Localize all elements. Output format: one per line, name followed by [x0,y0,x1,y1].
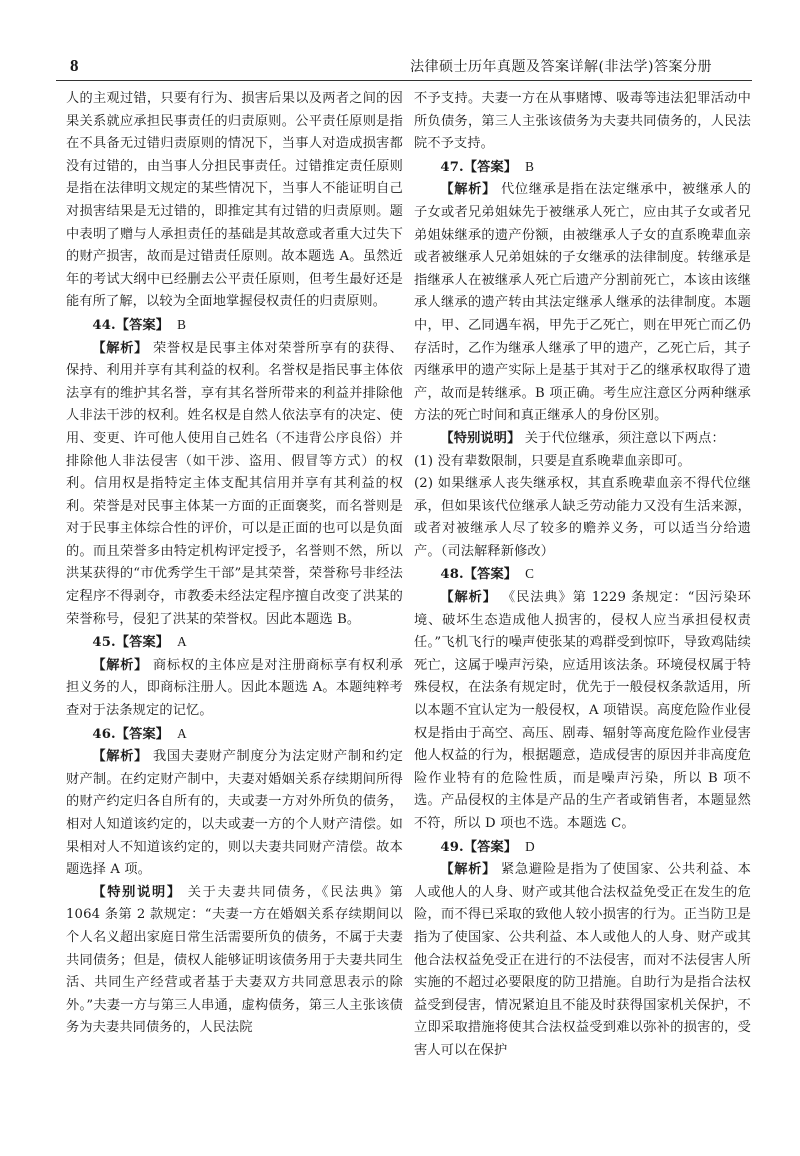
answer-line [414,156,751,180]
answer-line [66,314,403,338]
answer-letter: A [177,634,187,650]
answer-letter: B [525,158,535,174]
answer-line [414,836,751,860]
analysis-label: 【解析】 [440,182,497,198]
answer-letter: C [525,566,535,582]
running-title: 法律硕士历年真题及答案详解(非法学)答案分册 [410,59,712,75]
answer-label: 44.【答案】 [92,317,170,333]
note-paragraph: 【特别说明】 关于代位继承，须注意以下两点： [440,430,725,446]
paragraph: 人的主观过错，只要有行为、损害后果以及两者之间的因果关系就应承担民事责任的归责原则。公平责任原则是指在不具备无过错归责原则的情况下，当事人对造成损害都没有过错的，由当事人分担民事责任。过错推定责任原则是指在法律明文规定的某些情况下，当事人不能证明自己对损害结果是无过错的，即推定其有过错的归责原则。题中表明了赠与人承担责任的基础是其故意或者重大过失下的财产损害，故而是过错责任原则。故本题选 A。虽然近年的考试大纲中已经删去公平责任原则，但考生最好还是能有所了解，以较为全面地掌握侵权责任的归责原则。 [66,91,403,310]
note-item: (1) 没有辈数限制，只要是直系晚辈血亲即可。 [414,453,691,469]
answer-letter: A [177,725,187,741]
page-number: 8 [70,56,79,75]
analysis-label: 【解析】 [92,657,149,673]
note-label: 【特别说明】 [92,884,182,900]
analysis-label: 【解析】 [92,340,149,356]
answer-label: 47.【答案】 [440,159,518,175]
paragraph: 不予支持。夫妻一方在从事赌博、吸毒等违法犯罪活动中所负债务，第三人主张该债务为夫妻共同债务的，人民法院不予支持。 [414,91,751,152]
note-item: (2) 如果继承人丧失继承权，其直系晚辈血亲不得代位继承，但如果该代位继承人缺乏劳动能力又没有生活来源，或者对被继承人尽了较多的赡养义务，可以适当分给遗产。（司法解释新修改） [414,476,751,559]
answer-label: 48.【答案】 [440,567,518,583]
answer-label: 46.【答案】 [92,726,170,742]
analysis-label: 【解析】 [440,862,497,878]
answer-line [66,723,403,747]
analysis-paragraph: 【解析】 代位继承是指在法定继承中，被继承人的子女或者兄弟姐妹先于被继承人死亡，应由其子女或者兄弟姐妹继承的遗产份额，由被继承人子女的直系晚辈血亲或者被继承人兄弟姐妹的子女继承的法律制度。转继承是指继承人在被继承人死亡后遗产分割前死亡，本该由该继承人继承的遗产转由其法定继承人继承的法律制度。本题中，甲、乙同遇车祸，甲先于乙死亡，则在甲死亡而乙仍存活时，乙作为继承人继承了甲的遗产，乙死亡后，其子丙继承甲的遗产实际上是基于其对于乙的继承权取得了遗产，故而是转继承。B 项正确。考生应注意区分两种继承方法的死亡时间和真正继承人的身份区别。 [414,182,751,424]
right-column [414,88,751,1128]
note-paragraph: 【特别说明】 关于夫妻共同债务，《民法典》第 1064 条第 2 款规定：“夫妻一方在婚姻关系存续期间以个人名义超出家庭日常生活需要所负的债务，不属于夫妻共同债务；但是，债权人能够证明该债务用于夫妻共同生活、共同生产经营或者基于夫妻双方共同意思表示的除外。”夫妻一方与第三人串通，虚构债务，第三人主张该债务为夫妻共同债务的，人民法院 [66,884,403,1036]
page-header [56,52,752,81]
answer-label: 45.【答案】 [92,635,170,651]
note-label: 【特别说明】 [440,430,521,446]
answer-letter: D [525,838,535,854]
analysis-paragraph: 【解析】 《民法典》第 1229 条规定：“因污染环境、破坏生态造成他人损害的，侵权人应当承担侵权责任。”飞机飞行的噪声使张某的鸡群受到惊吓，导致鸡陆续死亡，这属于噪声污染，应适用该法条。环境侵权属于特殊侵权，在法条有规定时，优先于一般侵权条款适用，所以本题不宜认定为一般侵权，A 项错误。高度危险作业侵权是指由于高空、高压、剧毒、辐射等高度危险作业侵害他人权益的行为，根据题意，造成侵害的原因并非高度危险作业特有的危险性质，而是噪声污染，所以 B 项不选。产品侵权的主体是产品的生产者或销售者，本题显然不符，所以 D 项也不选。本题选 C。 [414,590,751,831]
analysis-label: 【解析】 [92,749,149,765]
analysis-paragraph: 【解析】 荣誉权是民事主体对荣誉所享有的获得、保持、利用并享有其利益的权利。名誉权是指民事主体依法享有的维护其名誉，享有其名誉所带来的利益并排除他人非法干涉的权利。姓名权是自然人依法享有的决定、使用、变更、许可他人使用自己姓名（不违背公序良俗）并排除他人非法侵害（如干涉、盗用、假冒等方式）的权利。信用权是指特定主体支配其信用并享有其利益的权利。荣誉是对民事主体某一方面的正面褒奖，而名誉则是对于民事主体综合性的评价，可以是正面的也可以是负面的。而且荣誉多由特定机构评定授予，名誉则不然，所以洪某获得的“市优秀学生干部”是其荣誉，荣誉称号非经法定程序不得剥夺，市教委未经法定程序擅自改变了洪某的荣誉称号，侵犯了洪某的荣誉权。因此本题选 B。 [66,340,403,627]
analysis-paragraph: 【解析】 商标权的主体应是对注册商标享有权利承担义务的人，即商标注册人。因此本题选 A。本题纯粹考查对于法条规定的记忆。 [66,657,403,719]
answer-line [66,631,403,655]
answer-label: 49.【答案】 [440,839,518,855]
answer-letter: B [177,316,187,332]
analysis-label: 【解析】 [440,590,497,606]
body-columns [66,88,751,1128]
analysis-paragraph: 【解析】 紧急避险是指为了使国家、公共利益、本人或他人的人身、财产或其他合法权益免受正在发生的危险，而不得已采取的致他人较小损害的行为。正当防卫是指为了使国家、公共利益、本人或他人的人身、财产或其他合法权益免受正在进行的不法侵害，而对不法侵害人所实施的不超过必要限度的防卫措施。自助行为是指合法权益受到侵害，情况紧迫且不能及时获得国家机关保护，不立即采取措施将使其合法权益受到难以弥补的损害的，受害人可以在保护 [414,862,751,1058]
left-column [66,88,403,1128]
analysis-paragraph: 【解析】 我国夫妻财产制度分为法定财产制和约定财产制。在约定财产制中，夫妻对婚姻关系存续期间所得的财产约定归各自所有的，夫或妻一方对外所负的债务，相对人知道该约定的，以夫或妻一方的个人财产清偿。如果相对人不知道该约定的，则以夫妻共同财产清偿。故本题选择 A 项。 [66,749,403,878]
answer-line [414,563,751,587]
